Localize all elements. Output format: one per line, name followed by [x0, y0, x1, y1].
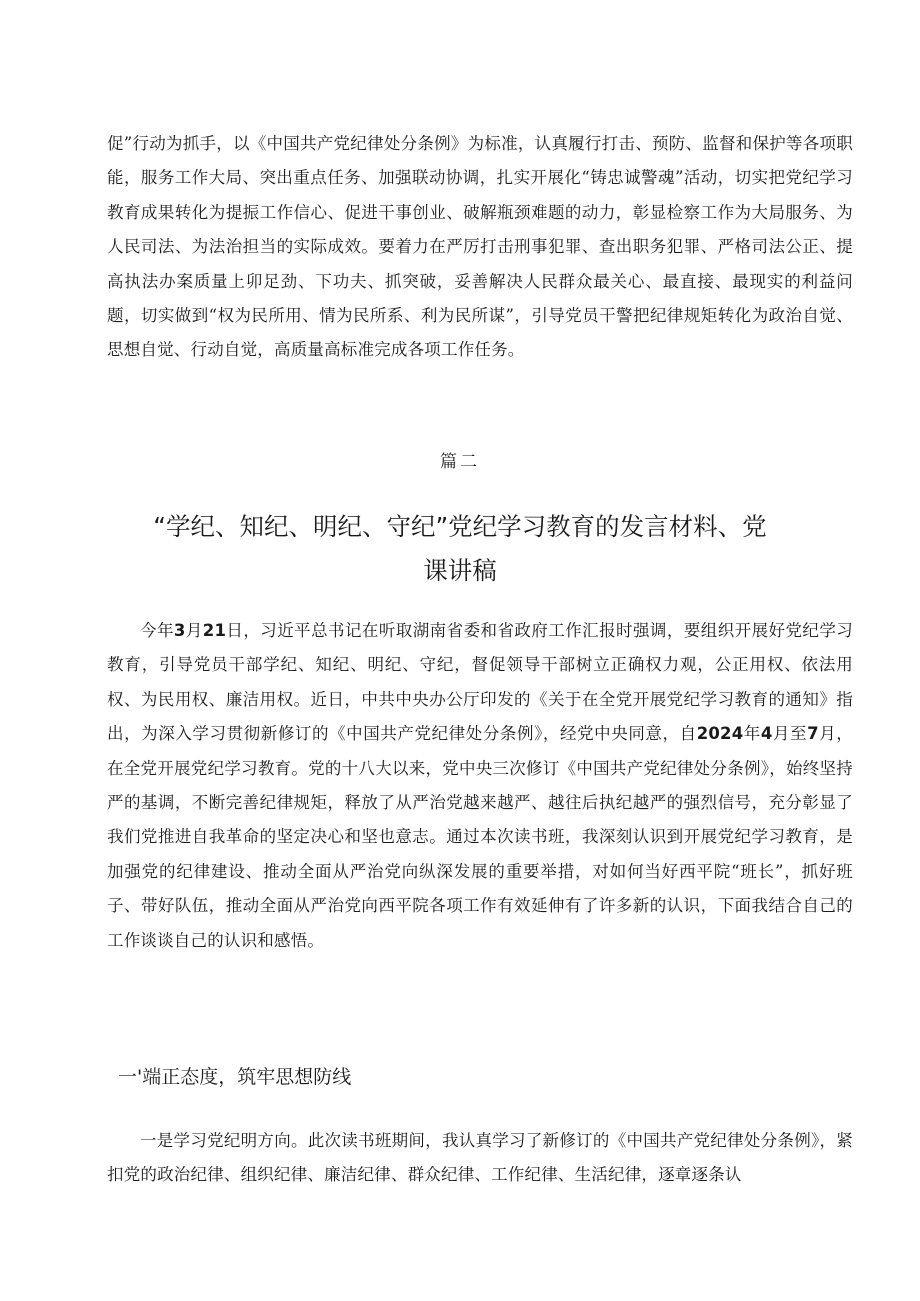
body-paragraph-2: 一是学习党纪明方向。此次读书班期间，我认真学习了新修订的《中国共产党纪律处分条例》，紧扣党的政治纪律、组织纪律、廉洁纪律、群众纪律、工作纪律、生活纪律，逐章逐条认	[107, 1131, 853, 1185]
number-run: 7	[807, 724, 819, 744]
text-run: 月	[185, 621, 203, 640]
document-title	[120, 505, 800, 593]
title-line-2: 课讲稿	[423, 556, 497, 585]
number-run: 21	[202, 621, 227, 640]
text-run: 日，习近平总书记在听取湖南省委和省政府工作汇报时强调，要组织开展好党纪学习教育，引导党员干部学纪、知纪、明纪、守纪，督促领导干部树立正确权力观，公正用权、依法用权、为民用权、廉洁用权。近日，中共中央办公厅印发的《关于在全党开展党纪学习教育的通知》指出，为深入学习贯彻新修订的《中国共产党纪律处分条例》，经党中央同意，自	[107, 621, 853, 744]
text-run: 月，在全党开展党纪学习教育。党的十八大以来，党中央三次修订《中国共产党纪律处分条例》，始终坚持严的基调，不断完善纪律规矩，释放了从严治党越来越严、越往后执纪越严的强烈信号，充分彰显了我们党推进自我革命的坚定决心和坚也意志。通过本次读书班，我深刻认识到开展党纪学习教育，是加强党的纪律建设、推动全面从严治党向纵深发展的重要举措，对如何当好西平院“班长”，抓好班子、带好队伍，推动全面从严治党向西平院各项工作有效延伸有了许多新的认识，下面我结合自己的工作谈谈自己的认识和感悟。	[107, 724, 853, 950]
section-heading-1: 一'端正态度，筑牢思想防线	[118, 1066, 352, 1088]
number-run: 2024	[696, 724, 744, 744]
text-run: 年	[743, 724, 761, 744]
text-run: 今年	[140, 621, 174, 640]
number-run: 4	[760, 724, 773, 744]
section-label: 篇二	[440, 452, 480, 472]
intro-paragraph: 促”行动为抓手，以《中国共产党纪律处分条例》为标准，认真履行打击、预防、监督和保护等各项职能，服务工作大局、突出重点任务、加强联动协调，扎实开展化“铸忠诚警魂”活动，切实把党纪学习教育成果转化为提振工作信心、促进干事创业、破解瓶颈难题的动力，彰显检察工作为大局服务、为人民司法、为法治担当的实际成效。要着力在严厉打击刑事犯罪、查出职务犯罪、严格司法公正、提高执法办案质量上卯足劲、下功夫、抓突破，妥善解决人民群众最关心、最直接、最现实的利益问题，切实做到“权为民所用、情为民所系、利为民所谋”，引导党员干警把纪律规矩转化为政治自觉、思想自觉、行动自觉，高质量高标准完成各项工作任务。	[107, 134, 853, 360]
title-line-1: “学纪、知纪、明纪、守纪”党纪学习教育的发言材料、党	[153, 512, 767, 541]
text-run: 月至	[772, 724, 808, 744]
number-run: 3	[173, 621, 186, 640]
body-paragraph-1	[107, 614, 853, 958]
